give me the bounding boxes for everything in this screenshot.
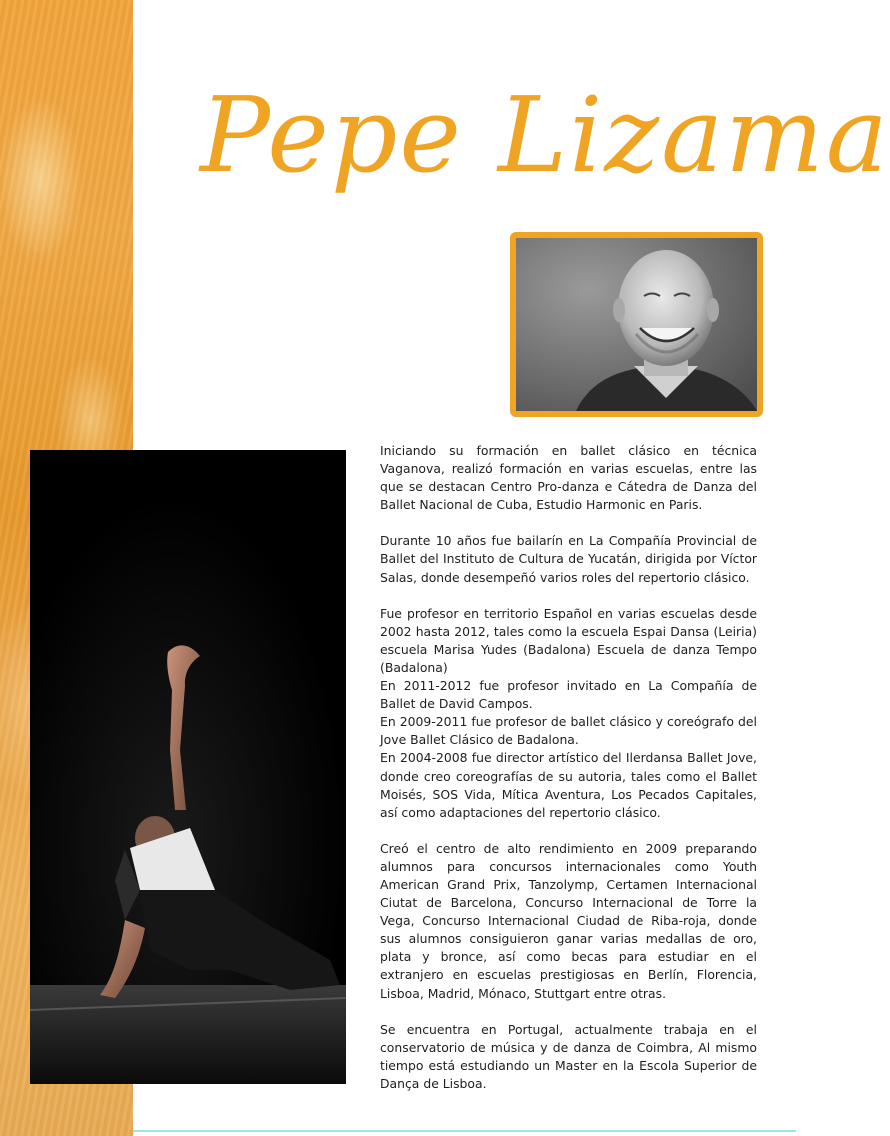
bio-paragraph-teacher: Fue profesor en territorio Español en varias escuelas desde 2002 hasta 2012, tales como la escuela Espai Dansa (Leiria) escuela Marisa Yudes (Badalona) Escuela de danza Tempo (Badalona) [380,605,757,675]
biography-text [380,442,757,1111]
bio-paragraph-dancer: Durante 10 años fue bailarín en La Compañía Provincial de Ballet del Instituto de Cultura de Yucatán, dirigida por Víctor Salas, donde desempeñó varios roles del repertorio clásico. [380,533,757,585]
bio-paragraph-training: Iniciando su formación en ballet clásico en técnica Vaganova, realizó formación en varias escuelas, entre las que se destacan Centro Pro-danza e Cátedra de Danza del Ballet Nacional de Cuba, Estudio Harmonic en Paris. [380,443,757,513]
bio-paragraph-director: En 2004-2008 fue director artístico del Ilerdansa Ballet Jove, donde creo coreografías de su autoria, tales como el Ballet Moisés, SOS Vida, Mítica Aventura, Los Pecados Capitales, así como adaptaciones del repertorio clásico. [380,750,757,820]
bottom-divider [133,1130,796,1132]
bio-paragraph-portugal: Se encuentra en Portugal, actualmente trabaja en el conservatorio de música y de danza de Coimbra, Al mismo tiempo está estudiando un Master en la Escola Superior de Dança de Lisboa. [380,1021,757,1091]
bio-paragraph-center: Creó el centro de alto rendimiento en 2009 preparando alumnos para concursos internacionales como Youth American Grand Prix, Tanzolymp, Certamen Internacional Ciutat de Barcelona, Concurso Internacional de Torre la Vega, Concurso Internacional Ciudad de Riba-roja, donde sus alumnos consiguieron ganar varias medallas de oro, plata y bronce, así como becas para estudiar en el extranjero en escuelas prestigiosas en Berlín, Florencia, Lisboa, Madrid, Mónaco, Stuttgart entre otras. [380,840,757,1001]
bio-paragraph-guest-teacher: En 2011-2012 fue profesor invitado en La Compañía de Ballet de David Campos. [380,678,757,712]
bio-paragraph-choreographer: En 2009-2011 fue profesor de ballet clásico y coreógrafo del Jove Ballet Clásico de Badalona. [380,714,757,748]
portrait-photo [510,232,763,417]
page-title: Pepe Lizama [200,74,890,196]
dancer-photo [30,450,346,1084]
